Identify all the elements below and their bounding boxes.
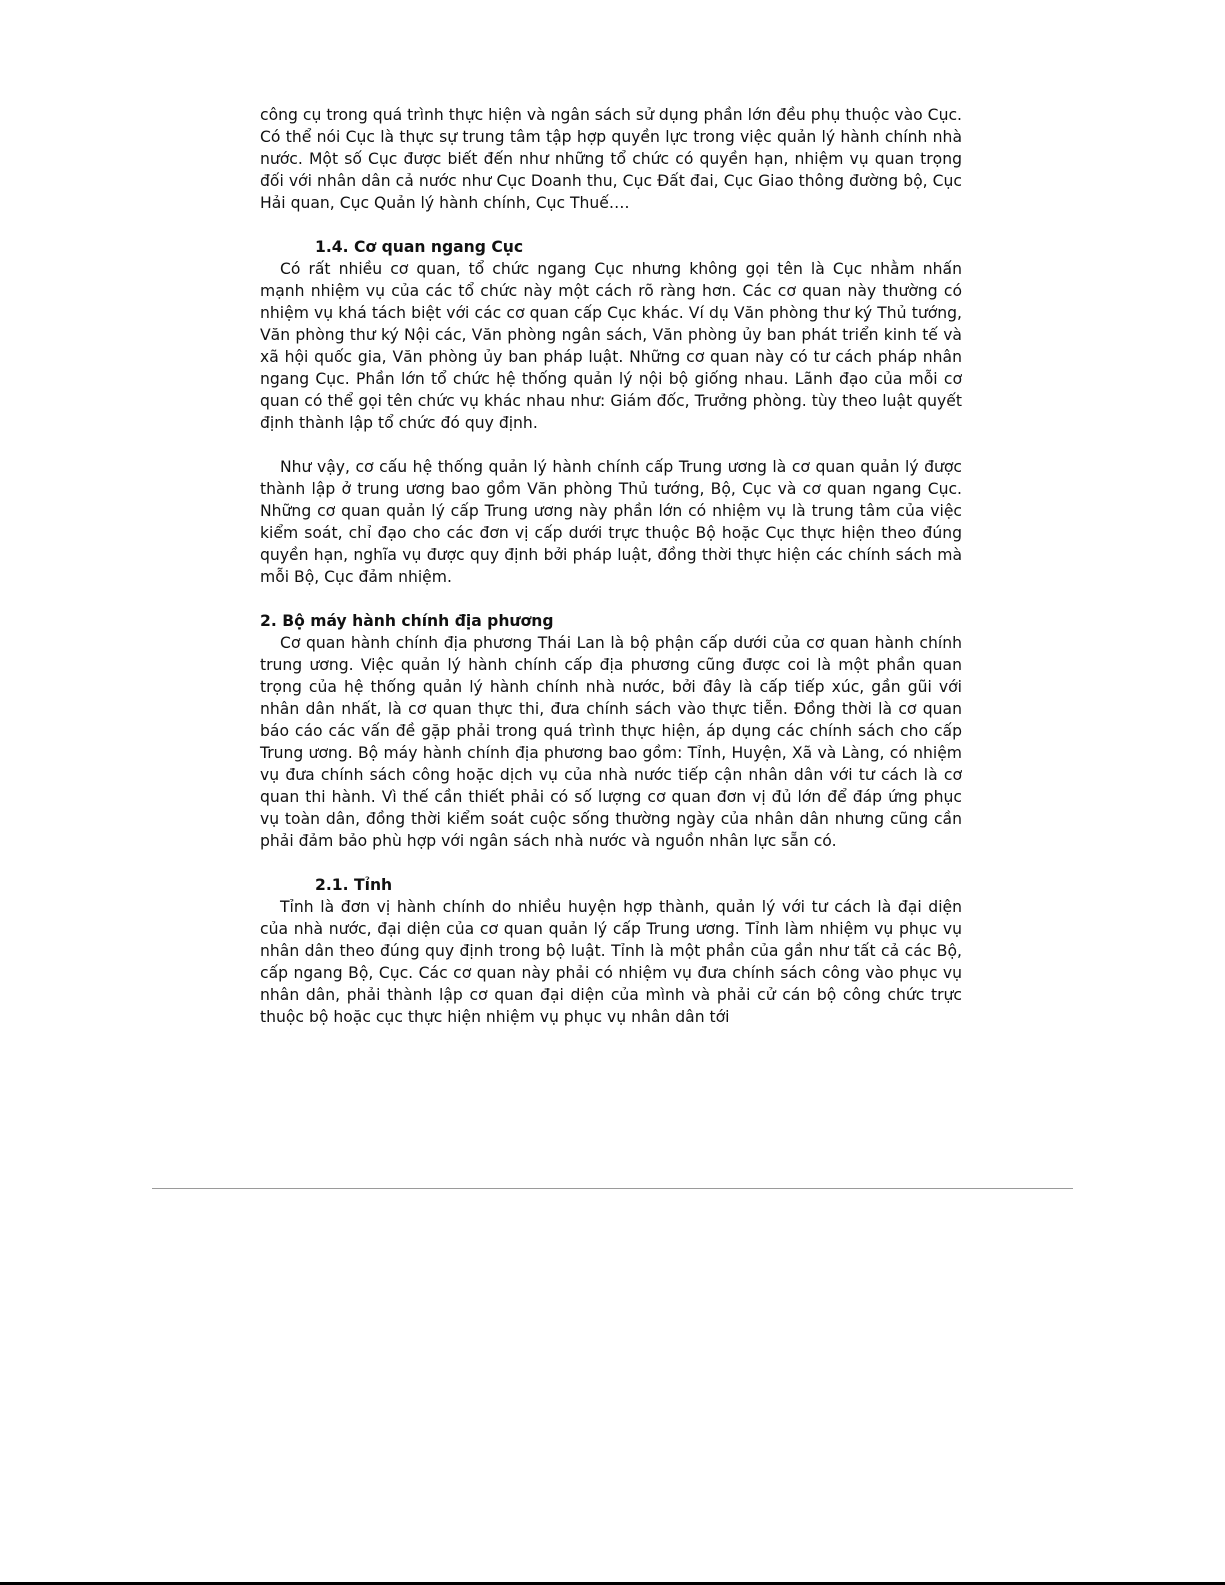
paragraph-cuc-summary: công cụ trong quá trình thực hiện và ngân sách sử dụng phần lớn đều phụ thuộc vào Cục. Có thể nói Cục là thực sự trung tâm tập hợp quyền lực trong việc quản lý hành chính nhà nước. Một số Cục được biết đến như những tổ chức có quyền hạn, nhiệm vụ quan trọng đối với nhân dân cả nước như Cục Doanh thu, Cục Đất đai, Cục Giao thông đường bộ, Cục Hải quan, Cục Quản lý hành chính, Cục Thuế….: [260, 106, 962, 212]
paragraph-central-summary: Như vậy, cơ cấu hệ thống quản lý hành chính cấp Trung ương là cơ quan quản lý được thành lập ở trung ương bao gồm Văn phòng Thủ tướng, Bộ, Cục và cơ quan ngang Cục. Những cơ quan quản lý cấp Trung ương này phần lớn có nhiệm vụ là trung tâm của việc kiểm soát, chỉ đạo cho các đơn vị cấp dưới trực thuộc Bộ hoặc Cục thực hiện theo đúng quyền hạn, nghĩa vụ được quy định bởi pháp luật, đồng thời thực hiện các chính sách mà mỗi Bộ, Cục đảm nhiệm.: [260, 458, 962, 586]
heading-2-1: 2.1. Tỉnh: [315, 876, 393, 894]
heading-2: 2. Bộ máy hành chính địa phương: [260, 612, 554, 630]
paragraph-local-administration: Cơ quan hành chính địa phương Thái Lan là bộ phận cấp dưới của cơ quan hành chính trung ương. Việc quản lý hành chính cấp địa phương cũng được coi là một phần quan trọng của hệ thống quản lý hành chính nhà nước, bởi đây là cấp tiếp xúc, gần gũi với nhân dân nhất, là cơ quan thực thi, đưa chính sách vào thực tiễn. Đồng thời là cơ quan báo cáo các vấn đề gặp phải trong quá trình thực hiện, áp dụng các chính sách cho cấp Trung ương. Bộ máy hành chính địa phương bao gồm: Tỉnh, Huyện, Xã và Làng, có nhiệm vụ đưa chính sách công hoặc dịch vụ của nhà nước tiếp cận nhân dân với tư cách là cơ quan thi hành. Vì thế cần thiết phải có số lượng cơ quan đơn vị đủ lớn để đáp ứng phục vụ toàn dân, đồng thời kiểm soát cuộc sống thường ngày của nhân dân nhưng cũng cần phải đảm bảo phù hợp với ngân sách nhà nước và nguồn nhân lực sẵn có.: [260, 634, 962, 850]
document-body: [260, 104, 962, 1028]
heading-1-4: 1.4. Cơ quan ngang Cục: [315, 238, 524, 256]
paragraph-tinh: Tỉnh là đơn vị hành chính do nhiều huyện hợp thành, quản lý với tư cách là đại diện của nhà nước, đại diện của cơ quan quản lý cấp Trung ương. Tỉnh làm nhiệm vụ phục vụ nhân dân theo đúng quy định trong bộ luật. Tỉnh là một phần của gần như tất cả các Bộ, cấp ngang Bộ, Cục. Các cơ quan này phải có nhiệm vụ đưa chính sách công vào phục vụ nhân dân, phải thành lập cơ quan đại diện của mình và phải cử cán bộ công chức trực thuộc bộ hoặc cục thực hiện nhiệm vụ phục vụ nhân dân tới: [260, 898, 962, 1026]
paragraph-co-quan-ngang-cuc: Có rất nhiều cơ quan, tổ chức ngang Cục nhưng không gọi tên là Cục nhằm nhấn mạnh nhiệm vụ của các tổ chức này một cách rõ ràng hơn. Các cơ quan này thường có nhiệm vụ khá tách biệt với các cơ quan cấp Cục khác. Ví dụ Văn phòng thư ký Thủ tướng, Văn phòng thư ký Nội các, Văn phòng ngân sách, Văn phòng ủy ban phát triển kinh tế và xã hội quốc gia, Văn phòng ủy ban pháp luật. Những cơ quan này có tư cách pháp nhân ngang Cục. Phần lớn tổ chức hệ thống quản lý nội bộ giống nhau. Lãnh đạo của mỗi cơ quan có thể gọi tên chức vụ khác nhau như: Giám đốc, Trưởng phòng. tùy theo luật quyết định thành lập tổ chức đó quy định.: [260, 260, 962, 432]
page-footer-divider: [152, 1188, 1073, 1189]
